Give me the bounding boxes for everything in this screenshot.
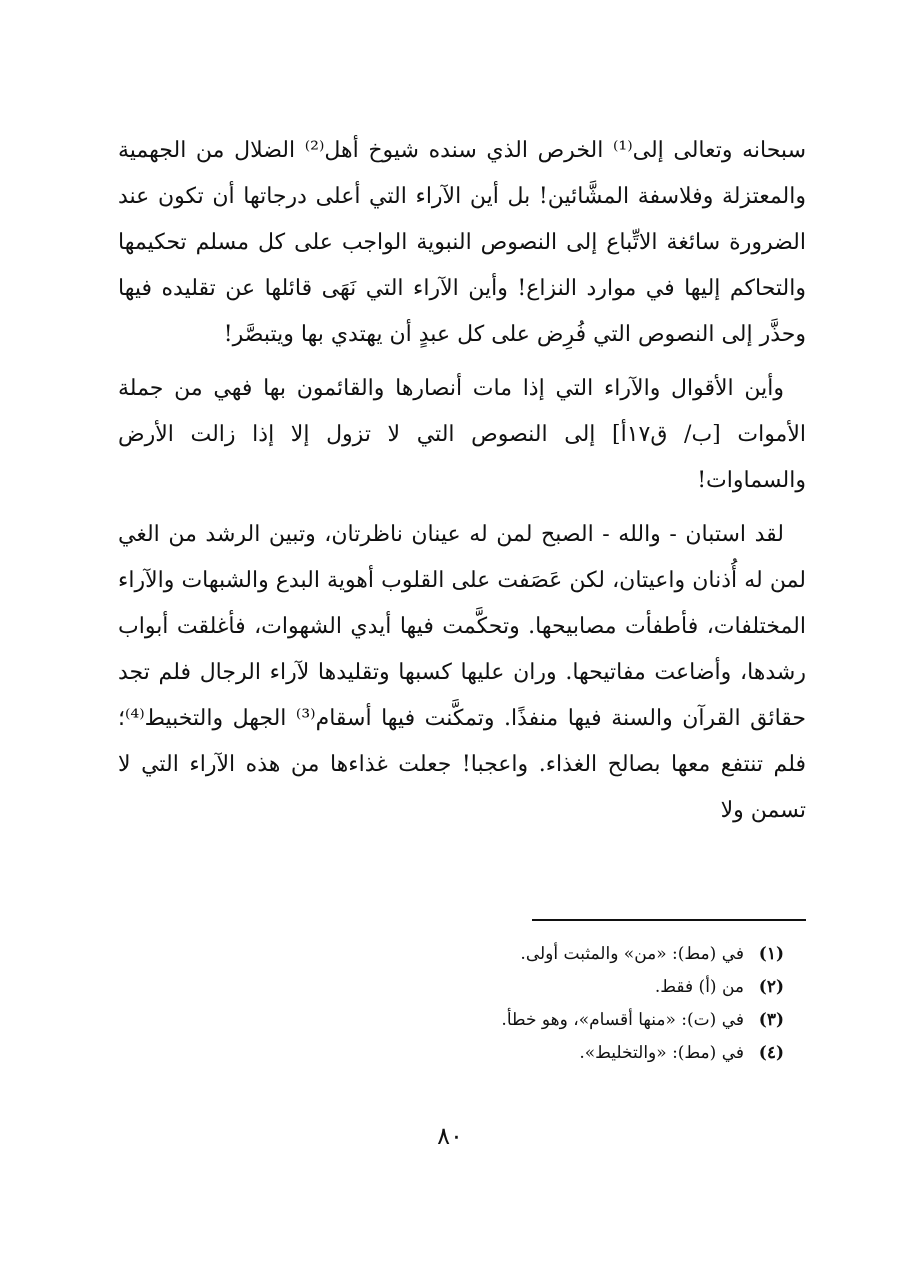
footnote-text: في (مط): «من» والمثبت أولى. xyxy=(520,944,744,964)
main-text xyxy=(118,128,806,842)
footnote-4 xyxy=(300,1037,784,1070)
footnote-number: (٤) xyxy=(758,1043,784,1063)
paragraph-1: سبحانه وتعالى إلى⁽¹⁾ الخرص الذي سنده شيوخ أهل⁽²⁾ الضلال من الجهمية والمعتزلة وفلاسفة المشَّائين! بل أين الآراء التي أعلى درجاتها أن تكون عند الضرورة سائغة الاتِّباع إلى النصوص النبوية الواجب على كل مسلم تحكيمها والتحاكم إليها في موارد النزاع! وأين الآراء التي نَهَى قائلها عن تقليده فيها وحذَّر إلى النصوص التي فُرِض على كل عبدٍ أن يهتدي بها ويتبصَّر! xyxy=(118,138,806,347)
footnote-number: (١) xyxy=(758,944,784,964)
footnotes xyxy=(300,938,784,1070)
paragraph-3: لقد استبان - والله - الصبح لمن له عينان ناظرتان، وتبين الرشد من الغي لمن له أُذنان واعيتان، لكن عَصَفت على القلوب أهوية البدع والشبهات والآراء المختلفات، فأطفأت مصابيحها. وتحكَّمت فيها أيدي الشهوات، فأغلقت أبواب رشدها، وأضاعت مفاتيحها. وران عليها كسبها وتقليدها لآراء الرجال فلم تجد حقائق القرآن والسنة فيها منفذًا. وتمكَّنت فيها أسقام⁽³⁾ الجهل والتخبيط⁽⁴⁾؛ فلم تنتفع معها بصالح الغذاء. واعجبا! جعلت غذاءها من هذه الآراء التي لا تسمن ولا xyxy=(118,522,806,823)
footnote-3 xyxy=(300,1004,784,1037)
footnote-text: في (ت): «منها أقسام»، وهو خطأ. xyxy=(501,1010,744,1030)
page-number: ٨٠ xyxy=(437,1122,463,1150)
footnote-number: (٢) xyxy=(758,977,784,997)
footnote-text: في (مط): «والتخليط». xyxy=(579,1043,744,1063)
footnote-1 xyxy=(300,938,784,971)
paragraph-2: وأين الأقوال والآراء التي إذا مات أنصارها والقائمون بها فهي من جملة الأموات [ب/ ق١٧أ] إلى النصوص التي لا تزول إلا إذا زالت الأرض والسماوات! xyxy=(118,376,807,493)
footnote-separator xyxy=(532,919,806,921)
footnote-number: (٣) xyxy=(758,1010,784,1030)
footnote-text: من (أ) فقط. xyxy=(654,977,744,997)
footnote-2 xyxy=(300,971,784,1004)
